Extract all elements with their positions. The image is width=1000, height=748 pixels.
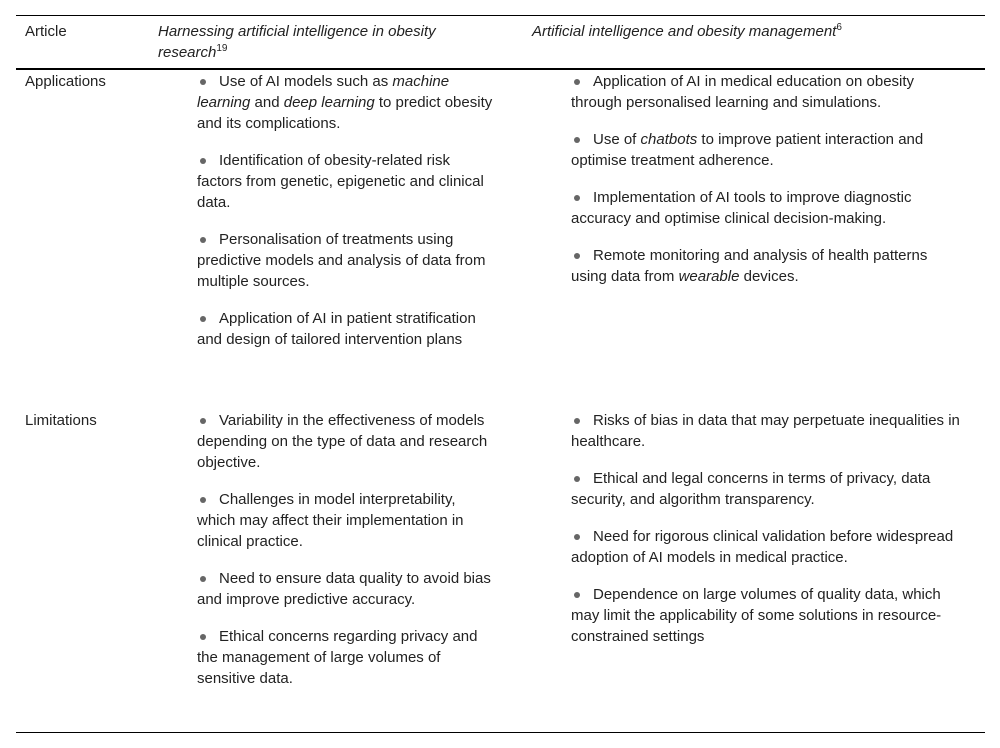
table-bottom-rule xyxy=(16,732,985,733)
bullet-icon xyxy=(200,497,206,503)
italic-term: machine learning xyxy=(197,73,450,111)
bullet-icon xyxy=(574,137,580,143)
row-label-applications: Applications xyxy=(25,73,106,90)
item-text: Ethical and legal concerns in terms of privacy, data security, and algorithm transparency. xyxy=(571,470,931,508)
italic-term: deep learning xyxy=(283,94,375,111)
list-item xyxy=(197,568,497,610)
table-header-rule xyxy=(16,68,985,70)
item-text: Challenges in model interpretability, which may affect their implementation in clinical practice. xyxy=(197,491,464,550)
list-item xyxy=(197,410,497,473)
list-item xyxy=(571,129,966,171)
item-text: Use of xyxy=(593,131,641,148)
bullet-icon xyxy=(574,534,580,540)
list-item xyxy=(197,489,497,552)
item-text: Remote monitoring and analysis of health patterns using data from xyxy=(571,247,928,285)
item-text: Identification of obesity-related risk factors from genetic, epigenetic and clinical data. xyxy=(197,152,484,211)
item-text: Dependence on large volumes of quality data, which may limit the applicability of some solutions in resource-constrained settings xyxy=(571,586,942,645)
header-column-1-title: Harnessing artificial intelligence in obesity research xyxy=(158,23,436,61)
bullet-icon xyxy=(200,576,206,582)
item-text: Need to ensure data quality to avoid bias and improve predictive accuracy. xyxy=(197,570,491,608)
list-item xyxy=(571,71,966,113)
header-article: Article xyxy=(25,23,67,40)
bullet-icon xyxy=(574,592,580,598)
list-item xyxy=(571,526,966,568)
header-column-2 xyxy=(532,21,952,42)
header-column-2-title: Artificial intelligence and obesity management xyxy=(532,23,837,40)
item-text: Application of AI in patient stratification and design of tailored intervention plans xyxy=(197,310,476,348)
table-top-rule xyxy=(16,15,985,16)
bullet-icon xyxy=(574,476,580,482)
bullet-icon xyxy=(574,79,580,85)
item-text: Use of AI models such as xyxy=(219,73,393,90)
applications-list-column-1 xyxy=(197,71,497,366)
item-text: Implementation of AI tools to improve diagnostic accuracy and optimise clinical decision-making. xyxy=(571,189,912,227)
bullet-icon xyxy=(574,253,580,259)
limitations-list-column-2 xyxy=(571,410,966,663)
item-text: Variability in the effectiveness of models depending on the type of data and research objective. xyxy=(197,412,488,471)
item-text: Ethical concerns regarding privacy and the management of large volumes of sensitive data. xyxy=(197,628,478,687)
bullet-icon xyxy=(200,418,206,424)
limitations-list-column-1 xyxy=(197,410,497,705)
header-column-1 xyxy=(158,21,498,63)
bullet-icon xyxy=(200,316,206,322)
list-item xyxy=(571,245,966,287)
item-text: Personalisation of treatments using predictive models and analysis of data from multiple sources. xyxy=(197,231,486,290)
item-text: to improve patient interaction and optimise treatment adherence. xyxy=(571,131,924,169)
list-item xyxy=(571,410,966,452)
bullet-icon xyxy=(574,418,580,424)
list-item xyxy=(571,468,966,510)
list-item xyxy=(197,626,497,689)
bullet-icon xyxy=(200,237,206,243)
item-text: to predict obesity and its complications. xyxy=(197,94,493,132)
item-text: devices. xyxy=(739,268,799,285)
header-column-2-ref: 6 xyxy=(836,22,842,33)
item-text: Need for rigorous clinical validation before widespread adoption of AI models in medical practice. xyxy=(571,528,954,566)
list-item xyxy=(197,150,497,213)
list-item xyxy=(571,584,966,647)
bullet-icon xyxy=(200,79,206,85)
list-item xyxy=(197,71,497,134)
list-item xyxy=(197,308,497,350)
italic-term: wearable xyxy=(678,268,740,285)
item-text: Risks of bias in data that may perpetuate inequalities in healthcare. xyxy=(571,412,960,450)
item-text: and xyxy=(250,94,284,111)
bullet-icon xyxy=(574,195,580,201)
bullet-icon xyxy=(200,634,206,640)
list-item xyxy=(197,229,497,292)
header-column-1-ref: 19 xyxy=(216,43,228,54)
bullet-icon xyxy=(200,158,206,164)
list-item xyxy=(571,187,966,229)
italic-term: chatbots xyxy=(640,131,698,148)
applications-list-column-2 xyxy=(571,71,966,303)
item-text: Application of AI in medical education on obesity through personalised learning and simulations. xyxy=(571,73,915,111)
row-label-limitations: Limitations xyxy=(25,412,97,429)
